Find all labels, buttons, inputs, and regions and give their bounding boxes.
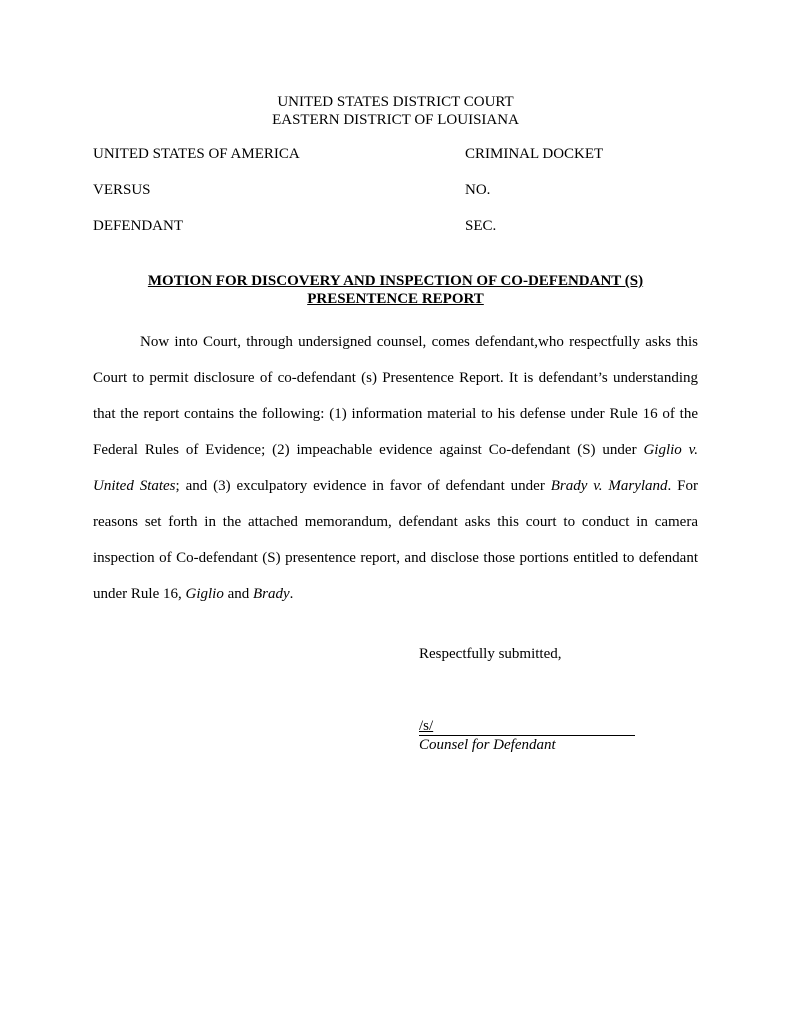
body-text-part2: ; and (3) exculpatory evidence in favor of defendant under (175, 478, 551, 494)
body-text-part1: Now into Court, through undersigned counsel, comes defendant,who respectfully asks this Court to permit disclosure of co-defendant (s) Presentence Report. It is defendant’s understanding that the report contains the following: (1) information material to his defense under Rule 16 of the Federal Rules of Evidence; (2) impeachable evidence against Co-defendant (S) under (93, 334, 698, 458)
caption-row-defendant (93, 218, 713, 238)
caption-defendant: DEFENDANT (93, 218, 183, 234)
signature-mark: /s/ (419, 718, 434, 734)
body-text-part3: . For reasons set forth in the attached memorandum, defendant asks this court to conduct in camera inspection of Co-defendant (S) presentence report, and disclose those portions entitled to defendant under Rule 16, (93, 478, 698, 602)
closing-phrase: Respectfully submitted, (419, 646, 562, 662)
caption-docket-label: CRIMINAL DOCKET (465, 146, 604, 162)
court-district: EASTERN DISTRICT OF LOUISIANA (272, 112, 519, 128)
caption-row-versus (93, 182, 713, 202)
signature-line (419, 717, 635, 736)
court-name: UNITED STATES DISTRICT COURT (277, 94, 514, 110)
case-citation-brady: Brady (253, 586, 290, 602)
case-citation-giglio-v-united-states: Giglio v. United States (93, 442, 698, 494)
case-citation-giglio: Giglio (185, 586, 224, 602)
body-text-part4: and (223, 586, 253, 602)
caption-number-label: NO. (465, 182, 491, 198)
caption-versus: VERSUS (93, 182, 151, 198)
motion-title-line1: MOTION FOR DISCOVERY AND INSPECTION OF CO-DEFENDANT (S) (147, 273, 644, 289)
case-citation-brady-v-maryland: Brady v. Maryland (550, 478, 668, 494)
motion-title (0, 272, 791, 308)
court-header (0, 93, 791, 129)
motion-body (93, 324, 698, 612)
counsel-label: Counsel for Defendant (419, 737, 556, 753)
caption-row-parties (93, 146, 713, 166)
caption-section-label: SEC. (465, 218, 497, 234)
motion-title-line2: PRESENTENCE REPORT (307, 291, 484, 307)
body-text-part5: . (289, 586, 294, 602)
caption-plaintiff: UNITED STATES OF AMERICA (93, 146, 300, 162)
